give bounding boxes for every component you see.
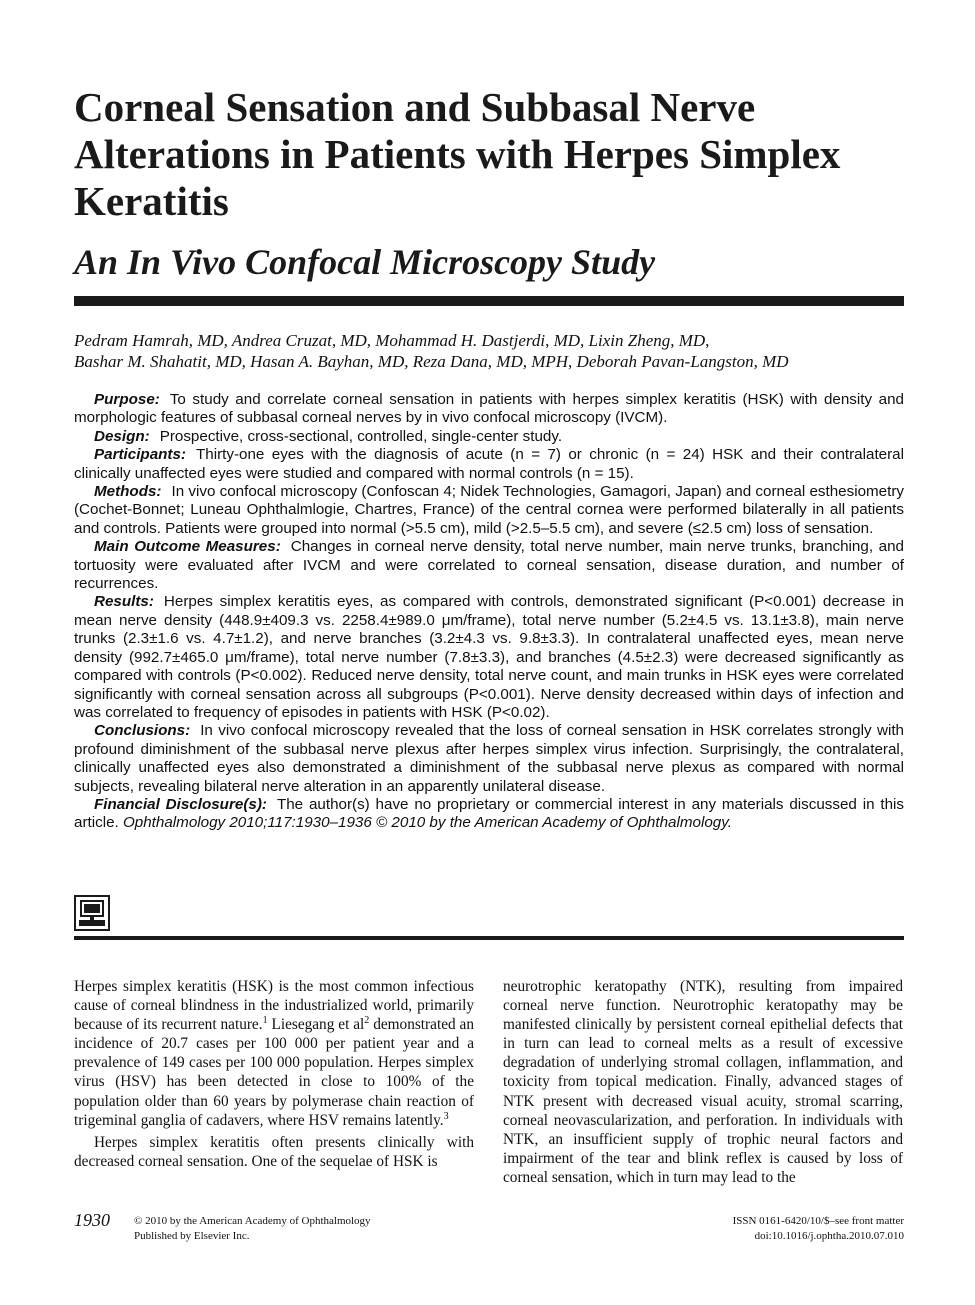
author-list — [74, 330, 904, 372]
abstract-purpose — [74, 391, 904, 428]
title-rule — [74, 296, 904, 306]
abstract-outcome — [74, 538, 904, 593]
conclusions-text: In vivo confocal microscopy revealed that the loss of corneal sensation in HSK correlates strongly with profound diminishment of the subbasal nerve plexus after herpes simplex virus infection. Surprisingly, the contralateral, clinically unaffected eyes also demonstrated a diminishment of the subbasal nerve plexus as compared with normal subjects, revealing bilateral nerve alteration in an apparently unilateral disease. — [74, 722, 904, 795]
abstract-disclosure — [74, 796, 904, 833]
journal-citation: Ophthalmology 2010;117:1930–1936 © 2010 by the American Academy of Ophthalmology. — [122, 814, 732, 832]
reference-1[interactable]: 1 — [262, 1015, 268, 1027]
purpose-text: To study and correlate corneal sensation in patients with herpes simplex keratitis (HSK) with density and morphologic features of subbasal corneal nerves by in vivo confocal microscopy (IVCM). — [74, 391, 904, 427]
body-column-left — [74, 977, 474, 1171]
results-label: Results: — [94, 593, 154, 611]
disclosure-text: The author(s) have no proprietary or commercial interest in any materials discussed in this article. — [74, 795, 905, 832]
disclosure-label: Financial Disclosure(s): — [94, 795, 267, 813]
section-rule — [74, 936, 904, 940]
results-text: Herpes simplex keratitis eyes, as compared with controls, demonstrated significant (P<0.001) decrease in mean nerve density (448.9±409.3 vs. 2258.4±989.0 μm/frame), total nerve number (5.2±4.5 vs. 13.1±3.8), main nerve trunks (2.3±1.6 vs. 4.7±1.2), and nerve branches (3.2±4.3 vs. 9.8±3.3). In contralateral unaffected eyes, mean nerve density (992.7±465.0 μm/frame), total nerve number (7.8±3.3), and branches (4.5±2.3) were decreased significantly as compared with controls (P<0.002). Reduced nerve density, total nerve count, and main trunks in HSK eyes were correlated significantly with corneal sensation across all subgroups (P<0.001). Nerve density decreased within days of infection and was correlated to frequency of episodes in patients with HSK (P<0.02). — [74, 593, 904, 721]
body-paragraph: neurotrophic keratopathy (NTK), resulting from impaired corneal nerve function. Neurotrophic keratopathy may be manifested clinically by persistent corneal epithelial defects that in turn can lead to corneal melts as a result of excessive degradation of underlying stromal collagen, inflammation, and toxicity from topical medication. Finally, advanced stages of NTK present with decreased visual acuity, stromal scarring, corneal neovascularization, and perforation. In individuals with NTK, an insufficient supply of trophic neural factors and impairment of the tear and blink reflex is caused by loss of corneal sensation, which in turn may lead to the — [503, 978, 903, 1186]
abstract-design — [74, 428, 904, 446]
abstract-participants — [74, 446, 904, 483]
page-number: 1930 — [74, 1210, 110, 1230]
abstract-methods — [74, 483, 904, 538]
design-label: Design: — [94, 427, 150, 445]
participants-text: Thirty-one eyes with the diagnosis of acute (n = 7) or chronic (n = 24) HSK and their contralateral clinically unaffected eyes were studied and compared with normal controls (n = 15). — [74, 446, 904, 482]
participants-label: Participants: — [94, 446, 186, 464]
computer-monitor-icon — [74, 895, 110, 931]
body-column-right — [503, 977, 903, 1187]
article-title: Corneal Sensation and Subbasal Nerve Alterations in Patients with Herpes Simplex Keratitis — [74, 84, 841, 224]
doi-line: doi:10.1016/j.ophtha.2010.07.010 — [754, 1230, 904, 1242]
conclusions-label: Conclusions: — [94, 722, 191, 740]
reference-3[interactable]: 3 — [443, 1110, 449, 1122]
copyright-line: © 2010 by the American Academy of Ophthalmology — [134, 1215, 371, 1227]
issn-line: ISSN 0161-6420/10/$–see front matter — [732, 1215, 904, 1227]
methods-text: In vivo confocal microscopy (Confoscan 4; Nidek Technologies, Gamagori, Japan) and corneal esthesiometry (Cochet-Bonnet; Luneau Ophthalmlogie, Chartres, France) of the central cornea were performed bilaterally in all patients and controls. Patients were grouped into normal (>5.5 cm), mild (>2.5–5.5 cm), and severe (≤2.5 cm) loss of sensation. — [74, 483, 904, 537]
footer-copyright — [134, 1214, 371, 1244]
methods-label: Methods: — [94, 483, 162, 501]
body-paragraph: Herpes simplex keratitis often presents clinically with decreased corneal sensation. One of the sequelae of HSK is — [74, 1133, 474, 1170]
article-subtitle: An In Vivo Confocal Microscopy Study — [74, 242, 656, 282]
publisher-line: Published by Elsevier Inc. — [134, 1230, 250, 1242]
authors-line-1: Pedram Hamrah, MD, Andrea Cruzat, MD, Mohammad H. Dastjerdi, MD, Lixin Zheng, MD, — [74, 331, 710, 350]
abstract — [74, 391, 904, 833]
body-paragraph: Herpes simplex keratitis (HSK) is the most common infectious cause of corneal blindness in the industrialized world, primarily because of its recurrent nature.$^1$ Liesegang et $al^2$ demonstrated an incidence of 20.7 cases per 100 000 per patient year and a prevalence of 149 cases per 100 000 population. Herpes simplex virus (HSV) has been detected in close to 100% of the population older than 60 years by polymerase chain reaction of trigeminal ganglia of cadavers, where HSV remains latently.$^3$ — [74, 978, 474, 1129]
abstract-conclusions — [74, 722, 904, 796]
authors-line-2: Bashar M. Shahatit, MD, Hasan A. Bayhan, MD, Reza Dana, MD, MPH, Deborah Pavan-Langston, MD — [74, 352, 789, 371]
purpose-label: Purpose: — [94, 391, 160, 408]
outcome-text: Changes in corneal nerve density, total nerve number, main nerve trunks, branching, and tortuosity were evaluated after IVCM and were correlated to corneal sensation, disease duration, and number of recurrences. — [74, 538, 904, 593]
outcome-label: Main Outcome Measures: — [94, 538, 281, 556]
footer-identifiers — [733, 1214, 904, 1244]
reference-2[interactable]: 2 — [364, 1015, 370, 1027]
abstract-results — [74, 593, 904, 722]
design-text: Prospective, cross-sectional, controlled, single-center study. — [159, 427, 563, 445]
